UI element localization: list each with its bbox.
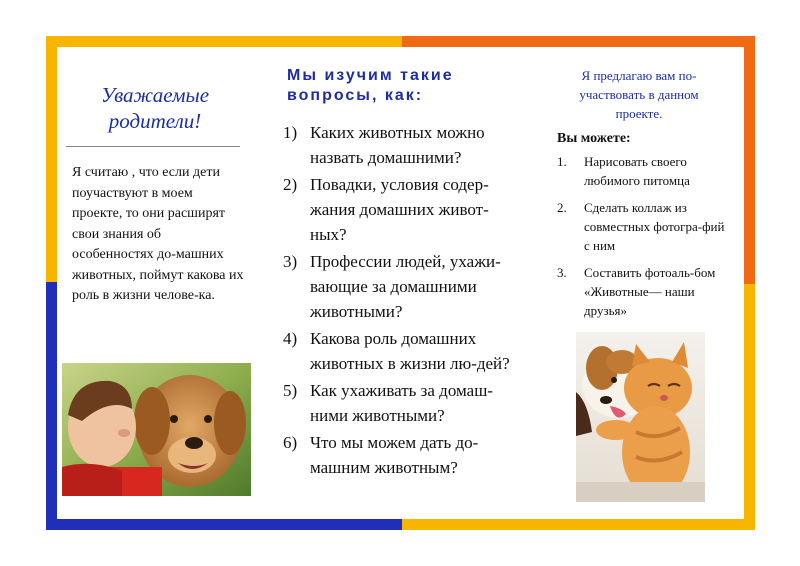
frame-right-top-orange [744, 36, 755, 284]
greeting-heading: Уважаемые родители! [100, 83, 210, 133]
options-heading: Вы можете: [557, 131, 631, 146]
list-item [283, 378, 513, 428]
questions-list [283, 120, 513, 482]
list-item [283, 326, 513, 376]
list-item-text: Профессии людей, ухажи-вающие за домашними животными? [310, 252, 501, 321]
list-item-text: Сделать коллаж из совместных фотогра-фий с ним [584, 200, 725, 253]
frame-top-left-yellow [46, 36, 402, 47]
list-item-number: 2) [283, 175, 298, 194]
list-item-number: 4) [283, 329, 298, 348]
options-list [557, 152, 727, 328]
list-item [557, 198, 727, 255]
list-item [283, 430, 513, 480]
dog-cat-photo [576, 332, 705, 502]
list-item-number: 1. [557, 154, 567, 169]
list-item [283, 172, 513, 247]
list-item-number: 2. [557, 200, 567, 215]
list-item-number: 3. [557, 265, 567, 280]
intro-paragraph: Я считаю , что если дети поучаствуют в моем проекте, то они расширят свои знания об особенностях до-машних животных, поймут какова их роль в жизни челове-ка. [72, 165, 244, 303]
frame-left-bottom-blue [46, 282, 57, 530]
list-item-text: Каких животных можно назвать домашними? [310, 123, 485, 167]
invitation-text: Я предлагаю вам по-участвовать в данном проекте. [579, 68, 699, 121]
frame-top-right-orange [402, 36, 755, 47]
list-item-text: Что мы можем дать до-машним животным? [310, 433, 479, 477]
list-item [283, 120, 513, 170]
list-item-text: Нарисовать своего любимого питомца [584, 154, 690, 188]
list-item-number: 5) [283, 381, 298, 400]
frame-left-top-yellow [46, 36, 57, 282]
list-item-text: Как ухаживать за домаш-ними животными? [310, 381, 493, 425]
list-item-text: Составить фотоаль-бом «Животные— наши друзья» [584, 265, 716, 318]
list-item-number: 3) [283, 252, 298, 271]
list-item [283, 249, 513, 324]
list-item-text: Какова роль домашних животных в жизни лю-дей? [310, 329, 510, 373]
frame-right-bottom-yellow [744, 284, 755, 530]
questions-title: Мы изучим такие вопросы, как: [287, 67, 454, 104]
list-item-number: 1) [283, 123, 298, 142]
frame-bottom-right-yellow [402, 519, 755, 530]
greeting-divider [66, 146, 240, 147]
boy-dog-photo [62, 363, 251, 496]
list-item-text: Повадки, условия содер-жания домашних живот-ных? [310, 175, 489, 244]
list-item-number: 6) [283, 433, 298, 452]
frame-bottom-left-blue [46, 519, 402, 530]
list-item [557, 263, 727, 320]
list-item [557, 152, 727, 190]
